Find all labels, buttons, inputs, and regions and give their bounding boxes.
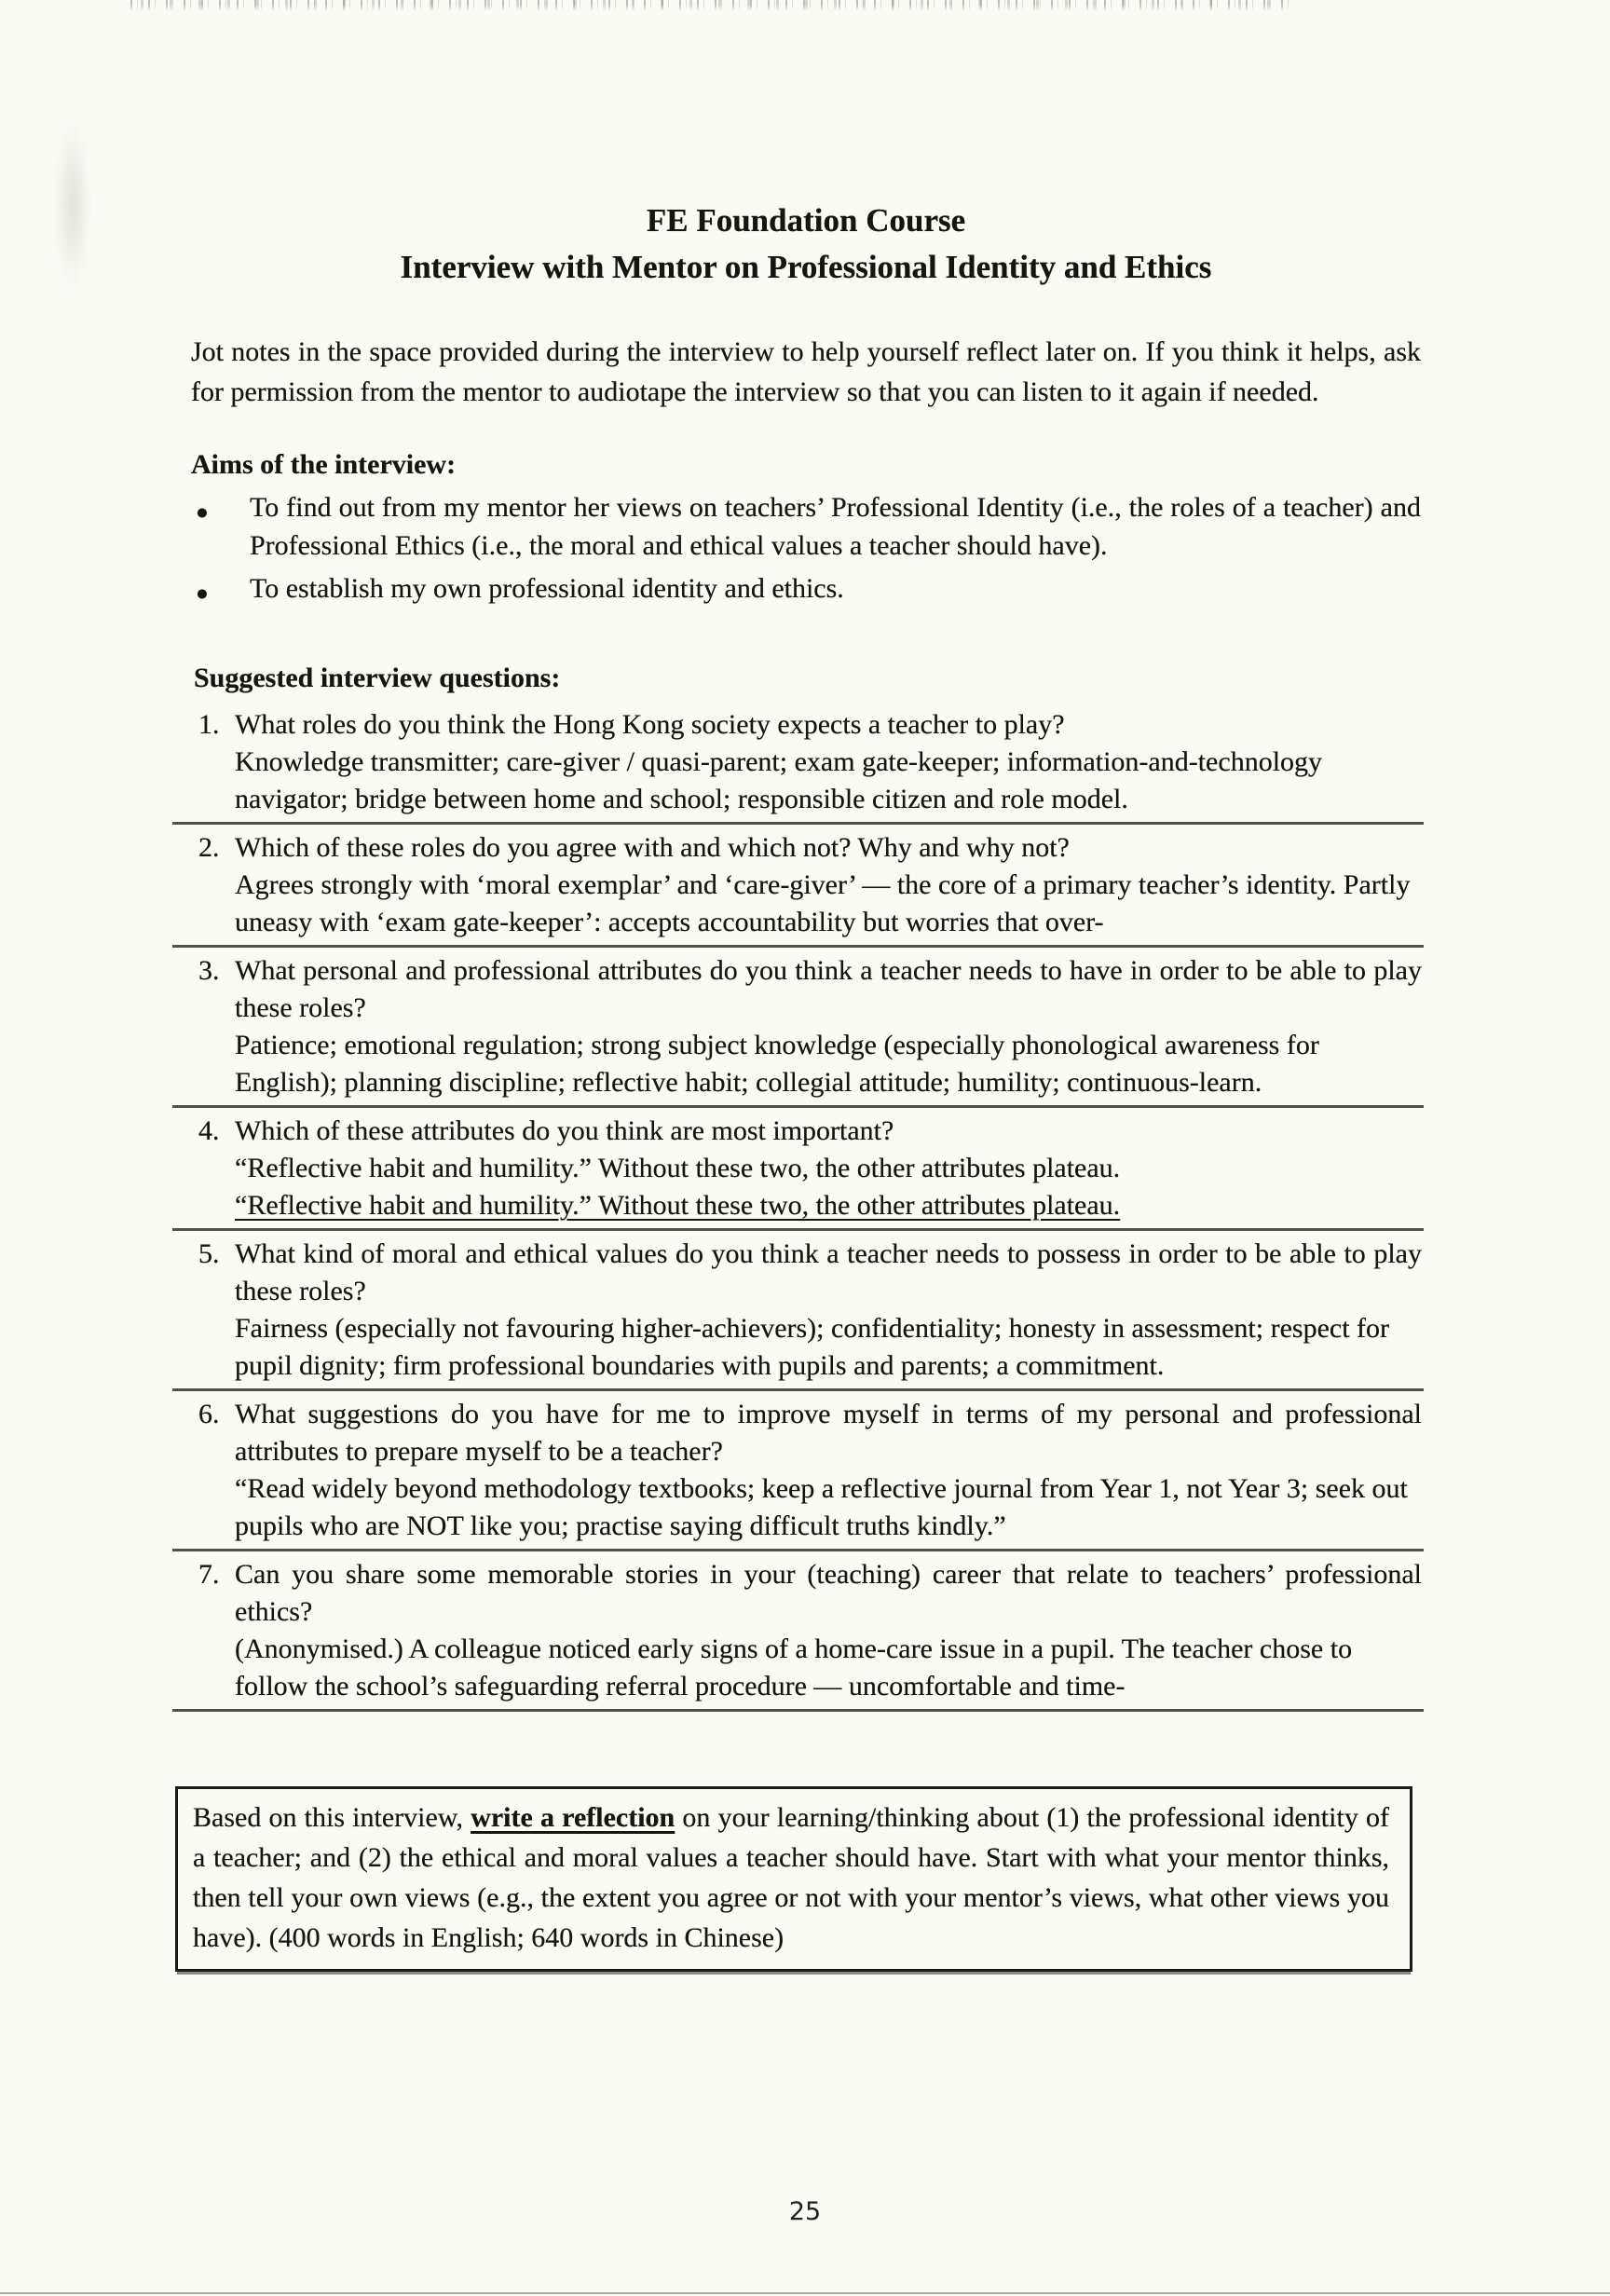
question-text: Which of these attributes do you think are most important? <box>235 1115 894 1146</box>
reflection-instruction-box <box>175 1786 1412 1972</box>
question-number: 5. <box>198 1238 220 1269</box>
answer-text: “Read widely beyond methodology textbooks; keep a reflective journal from Year 1, not Year 3; seek out pupils who are NOT like you; practise saying difficult truths kindly.” <box>235 1473 1408 1541</box>
question-number: 2. <box>198 832 220 863</box>
aims-list <box>191 488 1421 612</box>
document-title <box>191 198 1421 291</box>
question-text: What personal and professional attributes do you think a teacher needs to have in order to be able to play these roles? <box>235 955 1422 1023</box>
scan-artifact-bottom <box>0 2292 1610 2294</box>
title-line-1: FE Foundation Course <box>646 202 966 239</box>
question-item-6 <box>172 1391 1424 1551</box>
question-item-5 <box>172 1231 1424 1391</box>
scan-artifact-smudge <box>45 84 101 326</box>
answer-text: Knowledge transmitter; care-giver / quasi-parent; exam gate-keeper; information-and-technology navigator; bridge between home and school; responsible citizen and role model. <box>235 746 1323 814</box>
reflection-text-emphasis: write a reflection <box>471 1802 675 1833</box>
page-number: 25 <box>788 2197 822 2226</box>
question-text: Can you share some memorable stories in your (teaching) career that relate to teachers’ professional ethics? <box>235 1559 1422 1627</box>
questions-section <box>172 659 1424 1712</box>
reflection-text-suffix: on your learning/thinking about (1) the professional identity of a teacher; and (2) the ethical and moral values a teacher should have. Start with what your mentor thinks, then tell your own views (e.g., the extent you agree or not with your mentor’s views, what other views you have). (400 words in English; 640 words in Chinese) <box>193 1802 1389 1953</box>
question-text: What kind of moral and ethical values do you think a teacher needs to possess in order to be able to play these roles? <box>235 1238 1422 1306</box>
answer-text: “Reflective habit and humility.” Without these two, the other attributes plateau. <box>235 1153 1121 1183</box>
aim-item <box>196 569 1421 612</box>
aim-text: To establish my own professional identity and ethics. <box>250 573 844 604</box>
question-number: 6. <box>198 1399 220 1429</box>
question-item-7 <box>172 1551 1424 1712</box>
aims-heading: Aims of the interview: <box>191 449 457 480</box>
question-number: 3. <box>198 955 220 986</box>
bullet-icon: ● <box>196 500 209 524</box>
question-item-2 <box>172 825 1424 948</box>
question-text: Which of these roles do you agree with and which not? Why and why not? <box>235 832 1070 863</box>
question-number: 7. <box>198 1559 220 1590</box>
questions-heading: Suggested interview questions: <box>194 663 561 693</box>
question-number: 4. <box>198 1115 220 1146</box>
question-number: 1. <box>198 709 220 740</box>
question-item-3 <box>172 948 1424 1108</box>
question-text: What roles do you think the Hong Kong society expects a teacher to play? <box>235 709 1065 740</box>
bullet-icon: ● <box>196 581 209 605</box>
answer-text-repeated: “Reflective habit and humility.” Without these two, the other attributes plateau. <box>235 1190 1121 1221</box>
question-item-1 <box>172 702 1424 825</box>
answer-text: Fairness (especially not favouring higher-achievers); confidentiality; honesty in assessment; respect for pupil dignity; firm professional boundaries with pupils and parents; a commitment. <box>235 1313 1390 1381</box>
question-item-4 <box>172 1108 1424 1231</box>
document-page <box>191 0 1421 1972</box>
intro-paragraph: Jot notes in the space provided during the interview to help yourself reflect later on. If you think it helps, ask for permission from the mentor to audiotape the interview so that you can listen to it again if needed. <box>191 336 1421 407</box>
question-text: What suggestions do you have for me to improve myself in terms of my personal and professional attributes to prepare myself to be a teacher? <box>235 1399 1422 1467</box>
answer-text: (Anonymised.) A colleague noticed early signs of a home-care issue in a pupil. The teacher chose to follow the school’s safeguarding referral procedure — uncomfortable and time- <box>235 1633 1353 1702</box>
aim-item <box>196 488 1421 565</box>
answer-text: Agrees strongly with ‘moral exemplar’ and ‘care-giver’ — the core of a primary teacher’s identity. Partly uneasy with ‘exam gate-keeper’: accepts accountability but worries that over- <box>235 869 1411 937</box>
answer-text: Patience; emotional regulation; strong subject knowledge (especially phonological awareness for English); planning discipline; reflective habit; collegial attitude; humility; continuous-learn. <box>235 1030 1319 1098</box>
title-line-2: Interview with Mentor on Professional Identity and Ethics <box>400 249 1212 285</box>
reflection-text-prefix: Based on this interview, <box>193 1802 471 1833</box>
aim-text: To find out from my mentor her views on teachers’ Professional Identity (i.e., the roles of a teacher) and Professional Ethics (i.e., the moral and ethical values a teacher should have). <box>250 492 1421 561</box>
